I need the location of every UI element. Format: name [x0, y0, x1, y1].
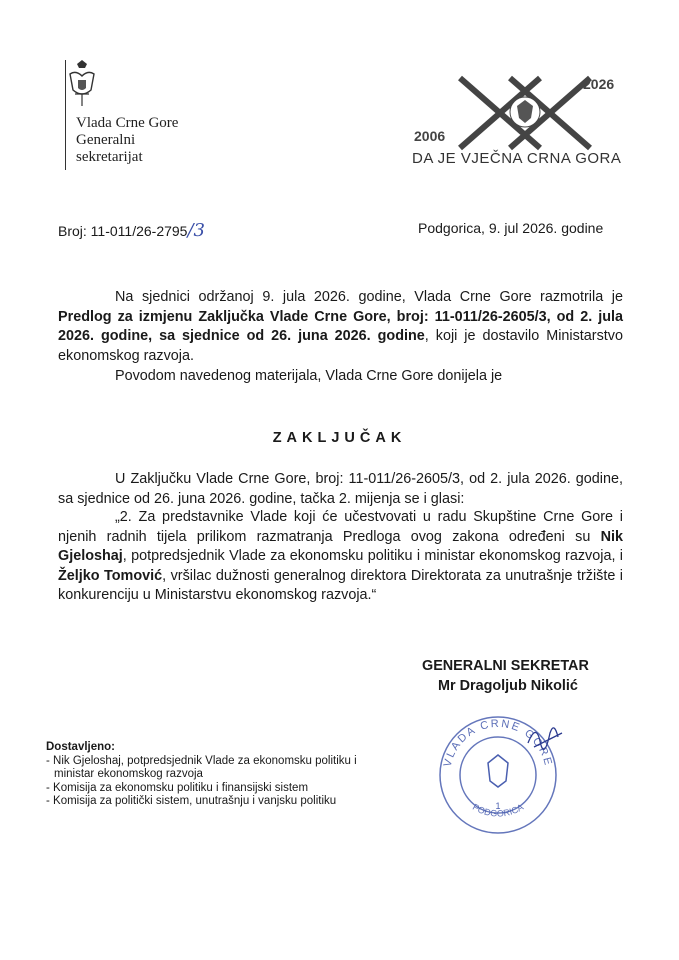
paragraph-new-text [58, 508, 623, 606]
reference-number [58, 220, 205, 241]
distribution-item: - Komisija za politički sistem, unutrašnju i vanjsku politiku [46, 795, 337, 807]
header-divider [65, 60, 66, 170]
proposal-title: Predlog za izmjenu Zaključka Vlade Crne Gore, broj: 11-011/26-2605/3, od 2. jula 2026. godine, sa sjednice od 26. juna 2026. godine [58, 308, 623, 344]
paragraph-amendment: U Zaključku Vlade Crne Gore, broj: 11-011/26-2605/3, od 2. jula 2026. godine, sa sjednice od 26. juna 2026. godine, tačka 2. mijenja se i glasi: [58, 471, 623, 507]
text-span: , vršilac dužnosti generalnog direktora Direktorata za unutrašnje tržište i konkurenciju u Ministarstvu ekonomskog razvoja.“ [58, 567, 623, 603]
org-line: Generalni [76, 132, 136, 148]
place-date: Podgorica, 9. jul 2026. godine [418, 220, 604, 236]
text-span: , potpredsjednik Vlade za ekonomsku politiku i ministar ekonomskog razvoja, i [122, 548, 623, 564]
handwritten-suffix: /3 [187, 220, 205, 241]
organization-name [76, 115, 178, 166]
stamp-eagle-icon [488, 755, 508, 787]
text-span: Na sjednici održanoj 9. jula 2026. godine, Vlada Crne Gore razmotrila je [115, 289, 623, 305]
stamp-bottom-text: PODGORICA [470, 801, 526, 819]
official-stamp [428, 703, 578, 843]
distribution-heading: Dostavljeno: [46, 741, 116, 753]
org-line: sekretarijat [76, 149, 143, 165]
coat-of-arms-icon [67, 60, 97, 112]
text-span: , koji je dostavilo Ministarstvo ekonomskog razvoja. [58, 328, 623, 364]
org-line: Vlada Crne Gore [76, 115, 179, 131]
distribution-item: - Nik Gjeloshaj, potpredsjednik Vlade za ekonomsku politiku i ministar ekonomskog razvoja [46, 754, 357, 780]
signatory-title: GENERALNI SEKRETAR [422, 658, 589, 674]
svg-text:VLADA CRNE GORE [442, 718, 555, 768]
person-name: Željko Tomović [58, 567, 163, 584]
signatory-name: Mr Dragoljub Nikolić [438, 678, 578, 694]
paragraph-decision-intro: Povodom navedenog materijala, Vlada Crne Gore donijela je [115, 368, 503, 384]
text-span: „2. Za predstavnike Vlade koji će učestvovati u radu Skupštine Crne Gore i njenih radnih tijela prilikom razmatranja Predloga ovog zakona određeni su [58, 509, 623, 545]
logo-motto: DA JE VJEČNA CRNA GORA [412, 150, 622, 167]
document-title: ZAKLJUČAK [272, 430, 407, 446]
logo-year-start: 2006 [414, 128, 446, 144]
stamp-number: 1 [495, 801, 501, 811]
logo-year-end: 2026 [583, 76, 615, 92]
person-name: Nik Gjeloshaj [58, 528, 623, 564]
reference-number-text: Broj: 11-011/26-2795 [58, 223, 188, 239]
paragraph-intro [58, 288, 623, 366]
distribution-list [46, 741, 384, 809]
distribution-item: - Komisija za ekonomsku politiku i finansijski sistem [46, 781, 309, 794]
stamp-top-text: VLADA CRNE GORE [441, 717, 555, 769]
